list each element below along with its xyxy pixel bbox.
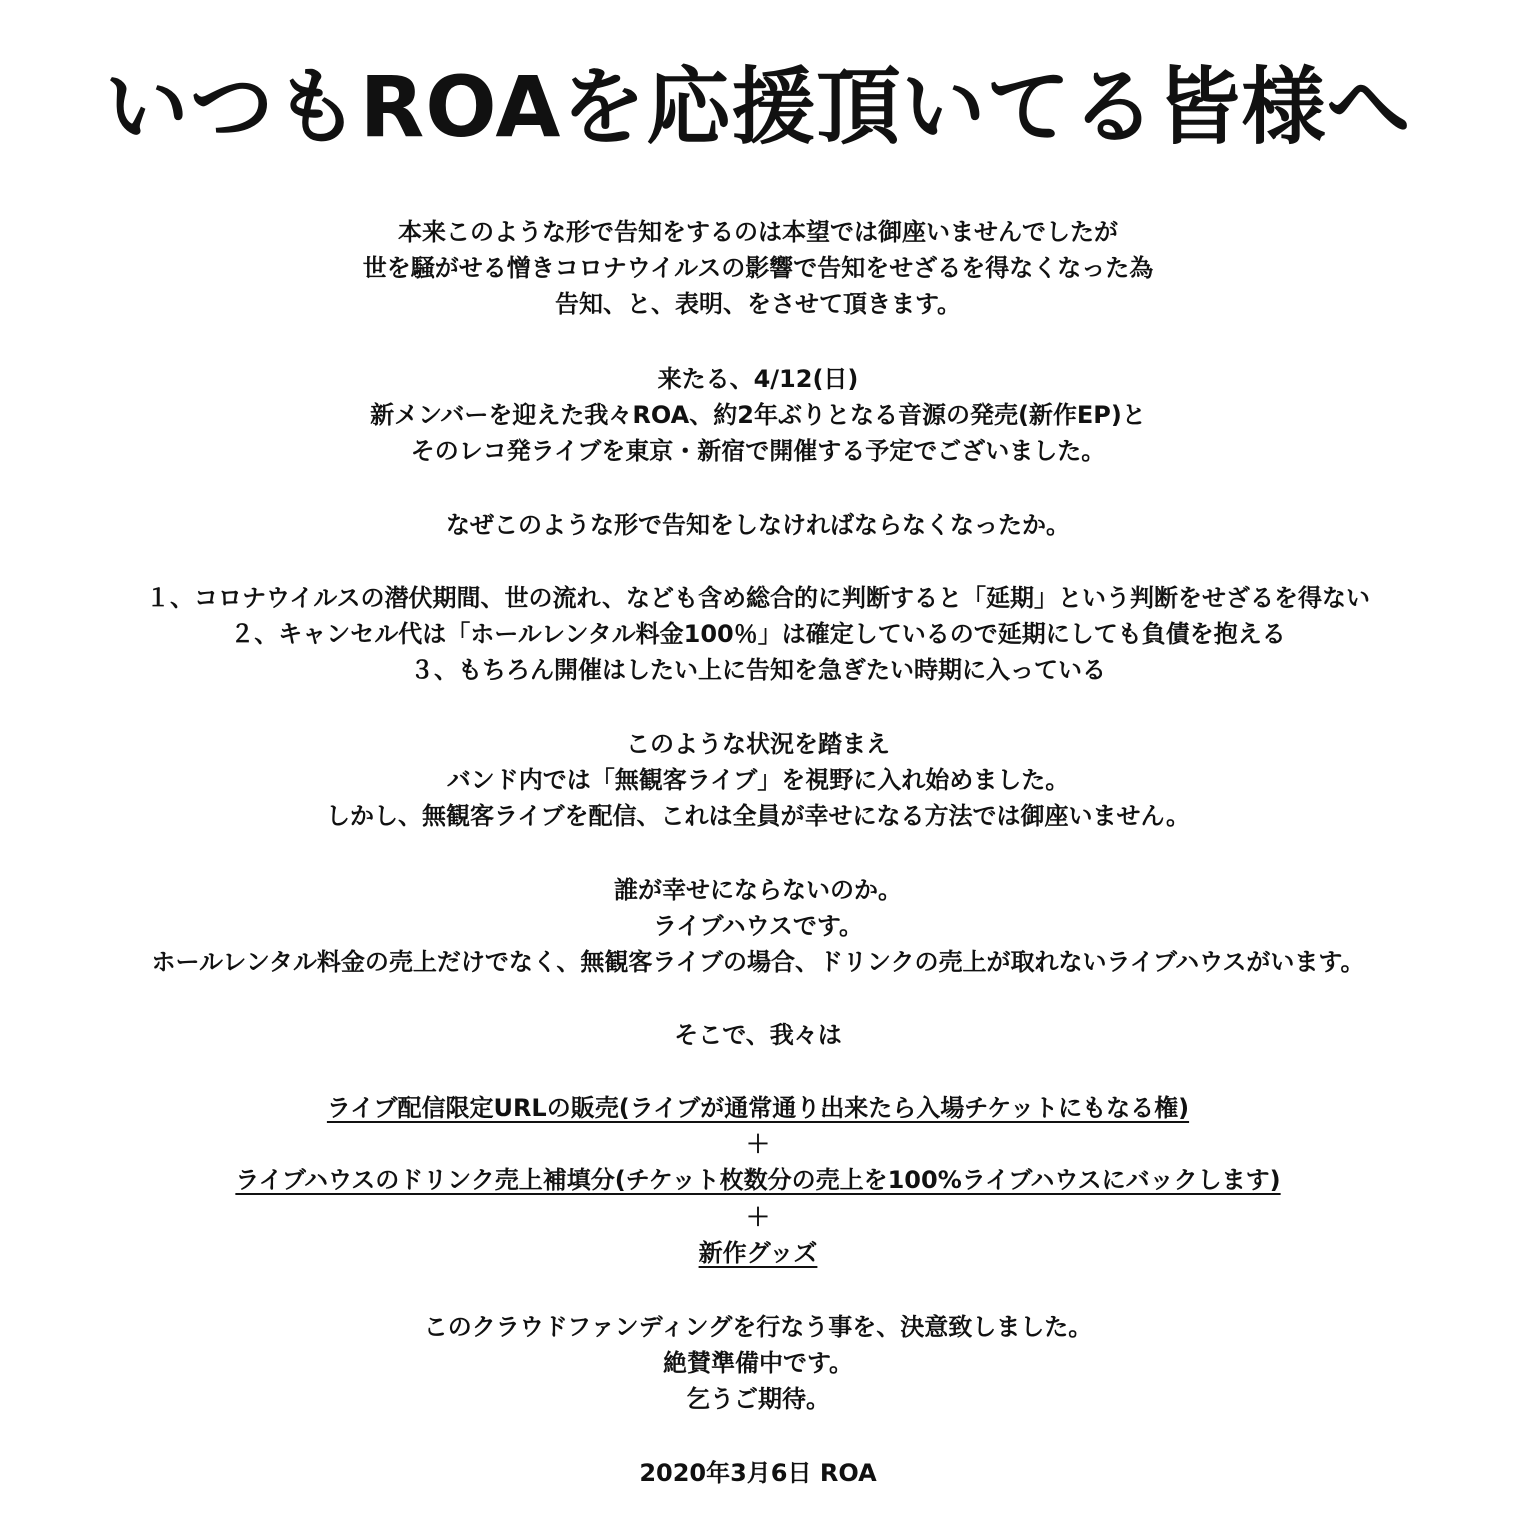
who-line-1: 誰が幸せにならないのか。	[614, 876, 902, 904]
intro-line-3: 告知、と、表明、をさせて頂きます。	[554, 290, 962, 318]
reason-line-3: ３、もちろん開催はしたい上に告知を急ぎたい時期に入っている	[410, 656, 1106, 684]
closing-line-2: 絶賛準備中です。	[662, 1349, 854, 1377]
closing-line-3: 乞うご期待。	[686, 1385, 830, 1413]
situation-line-3: しかし、無観客ライブを配信、これは全員が幸せになる方法では御座いません。	[326, 802, 1190, 830]
closing-line-1: このクラウドファンディングを行なう事を、決意致しました。	[423, 1313, 1093, 1341]
offer-plus-2: ＋	[746, 1203, 770, 1231]
who-line-3: ホールレンタル料金の売上だけでなく、無観客ライブの場合、ドリンクの売上が取れないライブハウスがいます。	[151, 948, 1365, 976]
situation-line-1: このような状況を踏まえ	[626, 730, 890, 758]
plan-line-2: 新メンバーを迎えた我々ROA、約2年ぶりとなる音源の発売(新作EP)と	[370, 401, 1146, 429]
offer-item-new-goods: 新作グッズ	[698, 1239, 818, 1267]
plan-line-1: 来たる、4/12(日)	[657, 365, 859, 393]
plan-line-3: そのレコ発ライブを東京・新宿で開催する予定でございました。	[410, 437, 1106, 465]
offer-item-drink-compensation: ライブハウスのドリンク売上補填分(チケット枚数分の売上を100%ライブハウスにバックします)	[235, 1166, 1281, 1194]
signature-date: 2020年3月6日 ROA	[639, 1459, 877, 1487]
who-line-2: ライブハウスです。	[653, 912, 863, 940]
situation-line-2: バンド内では「無観客ライブ」を視野に入れ始めました。	[446, 766, 1070, 794]
page-title: いつもROAを応援頂いてる皆様へ	[104, 58, 1412, 156]
offer-item-live-url: ライブ配信限定URLの販売(ライブが通常通り出来たら入場チケットにもなる権)	[326, 1094, 1190, 1122]
reason-line-2: ２、キャンセル代は「ホールレンタル料金100％」は確定しているので延期にしても負債を抱える	[230, 620, 1286, 648]
offer-plus-1: ＋	[746, 1130, 770, 1158]
intro-line-2: 世を騒がせる憎きコロナウイルスの影響で告知をせざるを得なくなった為	[362, 254, 1154, 282]
intro-line-1: 本来このような形で告知をするのは本望では御座いませんでしたが	[398, 218, 1118, 246]
therefore-line: そこで、我々は	[674, 1021, 842, 1049]
reason-line-1: １、コロナウイルスの潜伏期間、世の流れ、なども含め総合的に判断すると「延期」という判断をせざるを得ない	[146, 584, 1370, 612]
question-line: なぜこのような形で告知をしなければならなくなったか。	[446, 511, 1070, 539]
